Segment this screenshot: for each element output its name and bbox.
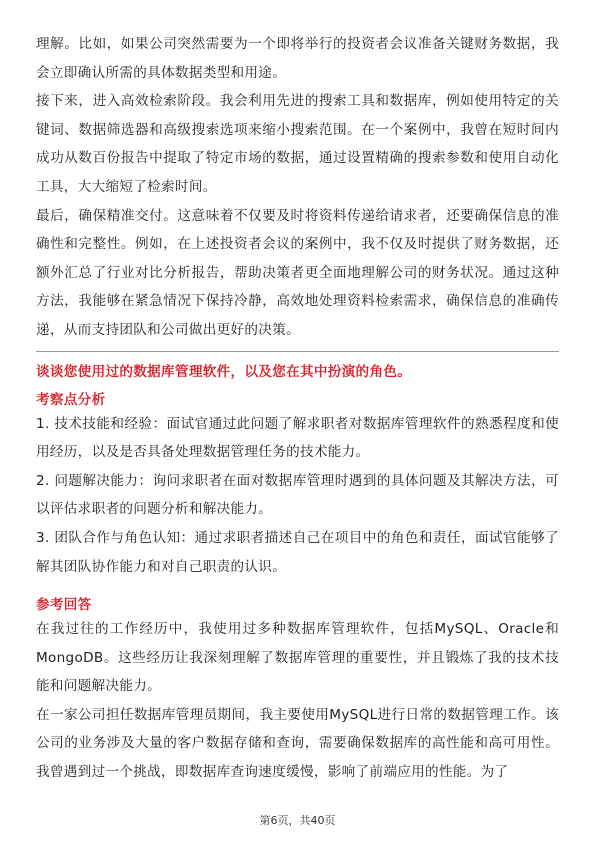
analysis-item-2: 2. 问题解决能力：询问求职者在面对数据库管理时遇到的具体问题及其解决方法，可以评估求职者的问题分析和解决能力。 [36,472,559,518]
document-page [36,30,559,787]
intro-paragraph-1: 理解。比如，如果公司突然需要为一个即将举行的投资者会议准备关键财务数据，我会立即确认所需的具体数据类型和用途。 [36,36,559,81]
reference-heading: 参考回答 [36,597,92,614]
intro-paragraph-2: 接下来，进入高效检索阶段。我会利用先进的搜索工具和数据库，例如使用特定的关键词、数据筛选器和高级搜索选项来缩小搜索范围。在一个案例中，我曾在短时间内成功从数百份报告中提取了特定市场的数据，通过设置精确的搜索参数和使用自动化工具，大大缩短了检索时间。 [36,93,559,195]
reference-paragraph-1: 在我过往的工作经历中，我使用过多种数据库管理软件，包括MySQL、Oracle和MongoDB。这些经历让我深刻理解了数据库管理的重要性，并且锻炼了我的技术技能和问题解决能力。 [36,621,559,695]
page-number-footer: 第6页，共40页 [259,814,336,827]
intro-paragraph-3: 最后，确保精准交付。这意味着不仅要及时将资料传递给请求者，还要确保信息的准确性和完整性。例如，在上述投资者会议的案例中，我不仅及时提供了财务数据，还额外汇总了行业对比分析报告，帮助决策者更全面地理解公司的财务状况。通过这种方法，我能够在紧急情况下保持冷静，高效地处理资料检索需求，确保信息的准确传递，从而支持团队和公司做出更好的决策。 [36,207,559,338]
reference-paragraph-2: 在一家公司担任数据库管理员期间，我主要使用MySQL进行日常的数据管理工作。该公司的业务涉及大量的客户数据存储和查询，需要确保数据库的高性能和高可用性。我曾遇到过一个挑战，即数据库查询速度缓慢，影响了前端应用的性能。为了 [36,706,559,781]
analysis-item-1: 1. 技术技能和经验：面试官通过此问题了解求职者对数据库管理软件的熟悉程度和使用经历，以及是否具备处理数据管理任务的技术能力。 [36,415,559,461]
question-heading: 谈谈您使用过的数据库管理软件，以及您在其中扮演的角色。 [36,363,412,380]
section-divider [36,351,559,352]
analysis-item-3: 3. 团队合作与角色认知：通过求职者描述自己在项目中的角色和责任，面试官能够了解其团队协作能力和对自己职责的认识。 [36,529,559,575]
analysis-heading: 考察点分析 [36,391,106,408]
